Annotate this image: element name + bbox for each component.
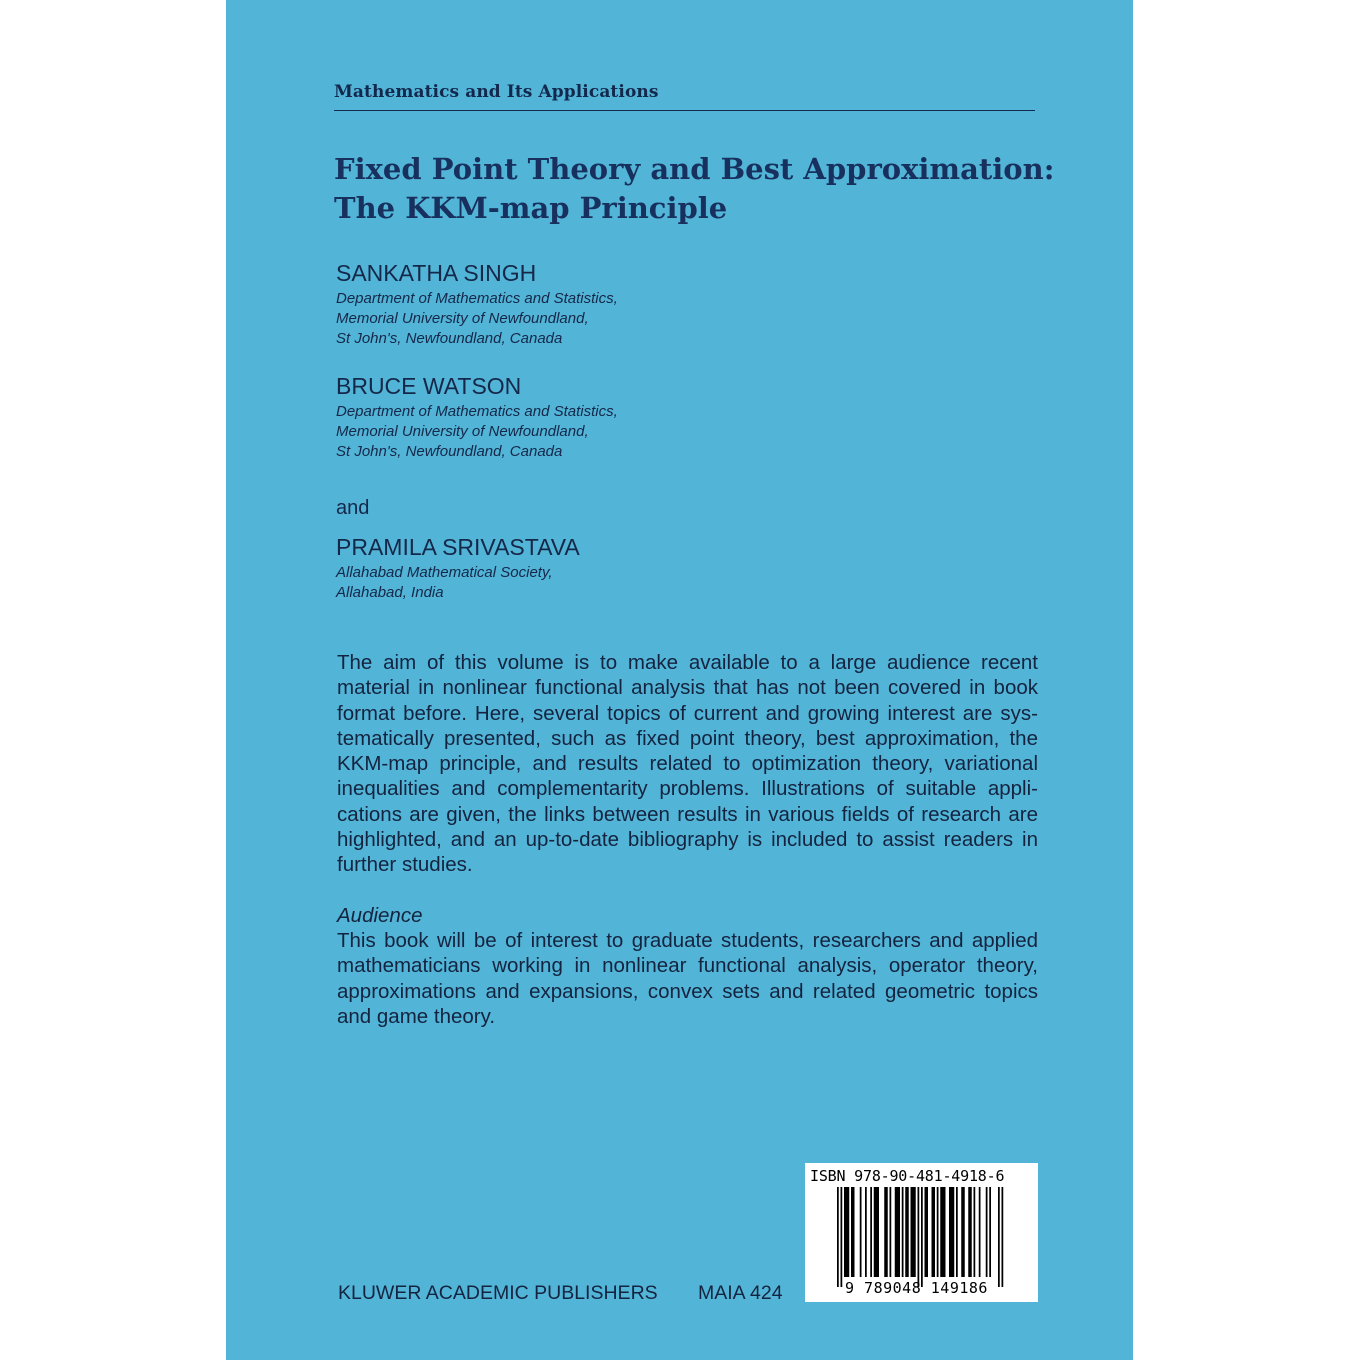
- author-block: [336, 533, 580, 603]
- author-block: [336, 259, 618, 349]
- barcode-bar: [986, 1187, 988, 1277]
- audience-heading: Audience: [337, 904, 423, 927]
- affiliation-line: Memorial University of Newfoundland,: [336, 310, 589, 327]
- barcode-bar: [874, 1187, 879, 1277]
- barcode-bar: [895, 1187, 900, 1277]
- book-title: [334, 150, 1054, 228]
- author-name: BRUCE WATSON: [336, 373, 522, 399]
- title-line: The KKM-map Principle: [334, 191, 728, 225]
- barcode-bar: [902, 1187, 904, 1277]
- series-rule: [334, 110, 1035, 111]
- barcode-guard-bar: [837, 1187, 839, 1287]
- barcode-bar: [932, 1187, 936, 1277]
- affiliation-line: Allahabad Mathematical Society,: [336, 564, 553, 581]
- author-affiliation: [336, 402, 618, 462]
- author-name: PRAMILA SRIVASTAVA: [336, 534, 580, 560]
- series-name: Mathematics and Its Applications: [334, 82, 659, 102]
- barcode-bar: [961, 1187, 965, 1277]
- barcode-bar: [949, 1187, 954, 1277]
- book-description: The aim of this volume is to make available to a large audience recent material in nonlinear functional analysis that has not been covered in book format before. Here, several topics of current and growing interest are systematically presented, such as fixed point theory, best approximation, the KKM-map principle, and results related to optimization theory, variational inequalities and complementarity problems. Illustrations of suitable applications are given, the links between results in various fields of research are highlighted, and an up-to-date bibliography is included to assist readers in further studies.: [337, 651, 1038, 877]
- barcode-bar: [937, 1187, 939, 1277]
- series-number: MAIA 424: [698, 1282, 783, 1304]
- barcode-bar: [925, 1187, 929, 1277]
- affiliation-line: St John's, Newfoundland, Canada: [336, 330, 563, 347]
- affiliation-line: Allahabad, India: [336, 584, 444, 601]
- barcode-bar: [844, 1187, 849, 1277]
- affiliation-line: Memorial University of Newfoundland,: [336, 423, 589, 440]
- barcode-bar: [851, 1187, 855, 1277]
- barcode-guard-bar: [998, 1187, 1000, 1287]
- barcode-bar: [974, 1187, 976, 1277]
- author-affiliation: [336, 289, 618, 349]
- and-conjunction: and: [336, 497, 370, 519]
- barcode-bar: [860, 1187, 862, 1277]
- barcode-guard-bar: [841, 1187, 843, 1287]
- author-block: [336, 372, 618, 462]
- author-name: SANKATHA SINGH: [336, 260, 537, 286]
- isbn-barcode: [805, 1163, 1038, 1302]
- audience-description: This book will be of interest to graduate students, researchers and applied mathematicians working in nonlinear functional analysis, operator theory, approximations and expansions, convex sets and related geometric topics and game theory.: [337, 929, 1038, 1028]
- barcode-guard-bar: [1002, 1187, 1004, 1287]
- barcode-bar: [979, 1187, 981, 1277]
- barcode-bar: [968, 1187, 972, 1277]
- barcode-bar: [865, 1187, 867, 1277]
- barcode-guard-bar: [918, 1187, 920, 1287]
- barcode-bar: [940, 1187, 945, 1277]
- book-back-cover: [226, 0, 1133, 1360]
- author-affiliation: [336, 563, 580, 603]
- barcode-guard-bar: [921, 1187, 923, 1287]
- affiliation-line: Department of Mathematics and Statistics,: [336, 290, 618, 307]
- ean-digits: 9 789048 149186: [845, 1279, 988, 1297]
- affiliation-line: Department of Mathematics and Statistics,: [336, 403, 618, 420]
- barcode-bar: [884, 1187, 888, 1277]
- publisher-name: KLUWER ACADEMIC PUBLISHERS: [338, 1282, 658, 1304]
- barcode-bar: [989, 1187, 991, 1277]
- barcode-bar: [905, 1187, 909, 1277]
- barcode-bar: [870, 1187, 872, 1277]
- barcode-bar: [890, 1187, 892, 1277]
- barcode-bar: [956, 1187, 958, 1277]
- affiliation-line: St John's, Newfoundland, Canada: [336, 443, 563, 460]
- isbn-label: ISBN 978-90-481-4918-6: [810, 1167, 1005, 1185]
- title-line: Fixed Point Theory and Best Approximation:: [334, 152, 1055, 186]
- barcode-bar: [911, 1187, 916, 1277]
